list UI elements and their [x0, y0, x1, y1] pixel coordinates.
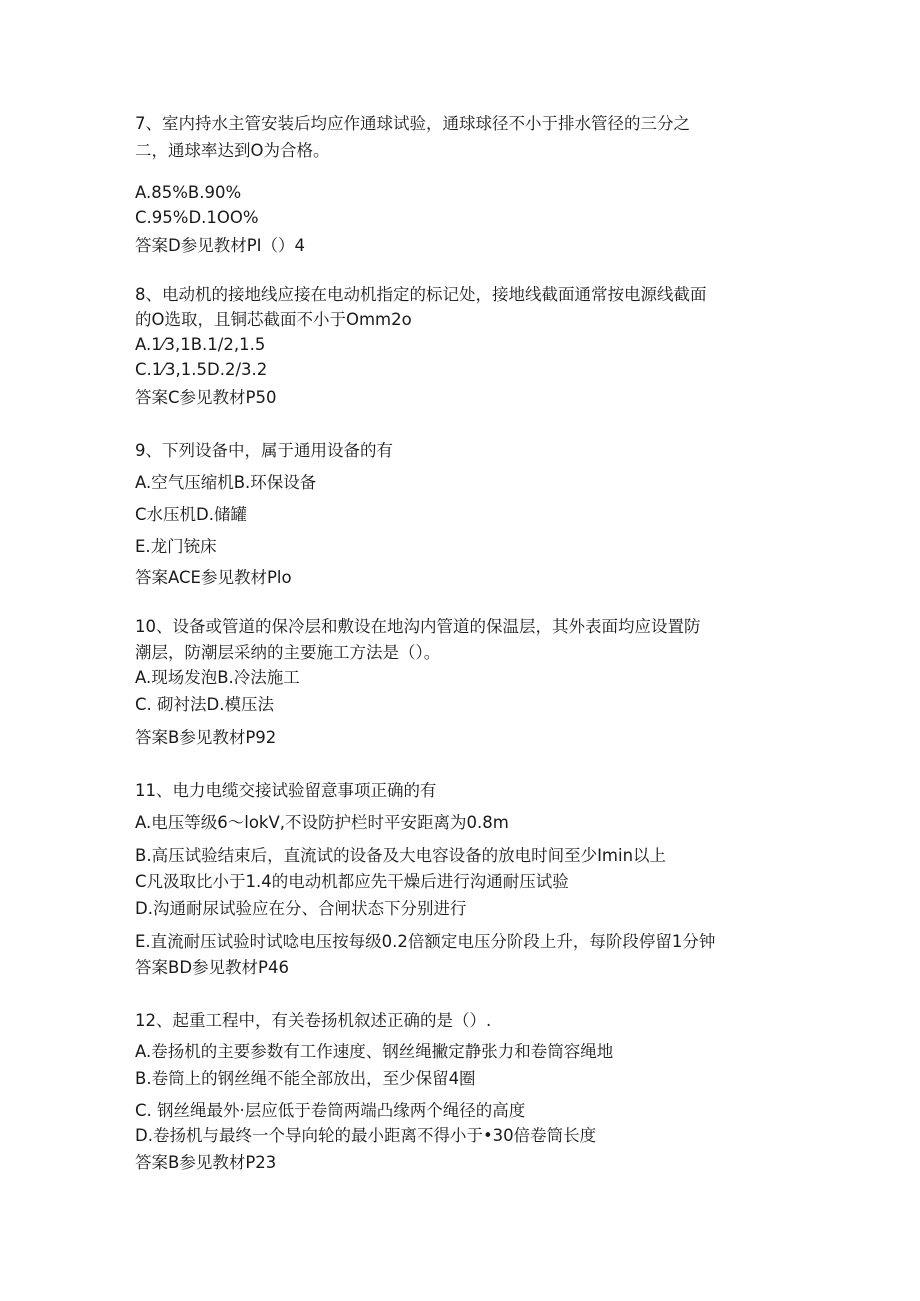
question-9-option-line-3: E.龙门铳床 [135, 537, 217, 556]
question-11-option-line-3: C凡汲取比小于1.4的电动机都应先干燥后进行沟通耐压试验 [135, 872, 569, 891]
question-11-option-line-4: D.沟通耐尿试验应在分、合闸状态下分别进行 [135, 899, 467, 918]
question-12-option-line-3: C. 钢丝绳最外·层应低于卷筒两端凸缘两个绳径的高度 [135, 1101, 526, 1120]
question-7-option-line-1: A.85%B.90% [135, 183, 242, 202]
question-7-option-line-2: C.95%D.1OO% [135, 208, 259, 227]
question-8-option-line-1: A.1⁄3,1B.1/2,1.5 [135, 335, 266, 354]
question-10-stem-line-2: 潮层，防潮层采纳的主要施工方法是（）。 [135, 643, 441, 662]
question-9-stem-line-1: 9、下列设备中，属于通用设备的有 [135, 441, 393, 460]
question-8-stem-line-1: 8、电动机的接地线应接在电动机指定的标记处，接地线截面通常按电源线截面 [135, 285, 707, 304]
question-9-answer: 答案ACE参见教材Plo [135, 568, 292, 587]
question-11-option-line-5: E.直流耐压试验时试唸电压按每级0.2倍额定电压分阶段上升，每阶段停留1分钟 [135, 932, 716, 951]
question-8-stem-line-2: 的O选取，且铜芯截面不小于Omm2o [135, 310, 412, 329]
question-9-option-line-2: C水压机D.储罐 [135, 505, 247, 524]
question-12-stem-line-1: 12、起重工程中，有关卷扬机叙述正确的是（）. [135, 1011, 492, 1030]
question-12-option-line-4: D.卷扬机与最终一个导向轮的最小距离不得小于•30倍卷筒长度 [135, 1126, 597, 1145]
question-10-option-line-2: C. 砌衬法D.模压法 [135, 695, 274, 714]
question-12-answer: 答案B参见教材P23 [135, 1153, 277, 1172]
question-12-option-line-1: A.卷扬机的主要参数有工作速度、钢丝绳撇定静张力和卷筒容绳地 [135, 1042, 614, 1061]
question-10-answer: 答案B参见教材P92 [135, 728, 277, 747]
question-10-option-line-1: A.现场发泡B.冷法施工 [135, 668, 300, 687]
question-11-answer: 答案BD参见教材P46 [135, 958, 289, 977]
question-9-option-line-1: A.空气压缩机B.环保设备 [135, 473, 317, 492]
question-7-answer: 答案D参见教材PI（）4 [135, 236, 306, 255]
question-10-stem-line-1: 10、设备或管道的保冷层和敷设在地沟内管道的保温层，其外表面均应设置防 [135, 617, 701, 636]
question-7-stem-line-2: 二，通球率达到O为合格。 [135, 141, 330, 160]
question-11-option-line-2: B.高压试验结束后，直流试的设备及大电容设备的放电时间至少Imin以上 [135, 846, 667, 865]
question-11-option-line-1: A.电压等级6～lokV,不设防护栏时平安距离为0.8m [135, 813, 509, 832]
question-12-option-line-2: B.卷筒上的钢丝绳不能全部放出，至少保留4圈 [135, 1069, 476, 1088]
question-8-answer: 答案C参见教材P50 [135, 388, 277, 407]
question-11-stem-line-1: 11、电力电缆交接试验留意事项正确的有 [135, 781, 437, 800]
question-8-option-line-2: C.1⁄3,1.5D.2/3.2 [135, 360, 268, 379]
question-7-stem-line-1: 7、室内持水主管安装后均应作通球试验，通球球径不小于排水管径的三分之 [135, 114, 690, 133]
